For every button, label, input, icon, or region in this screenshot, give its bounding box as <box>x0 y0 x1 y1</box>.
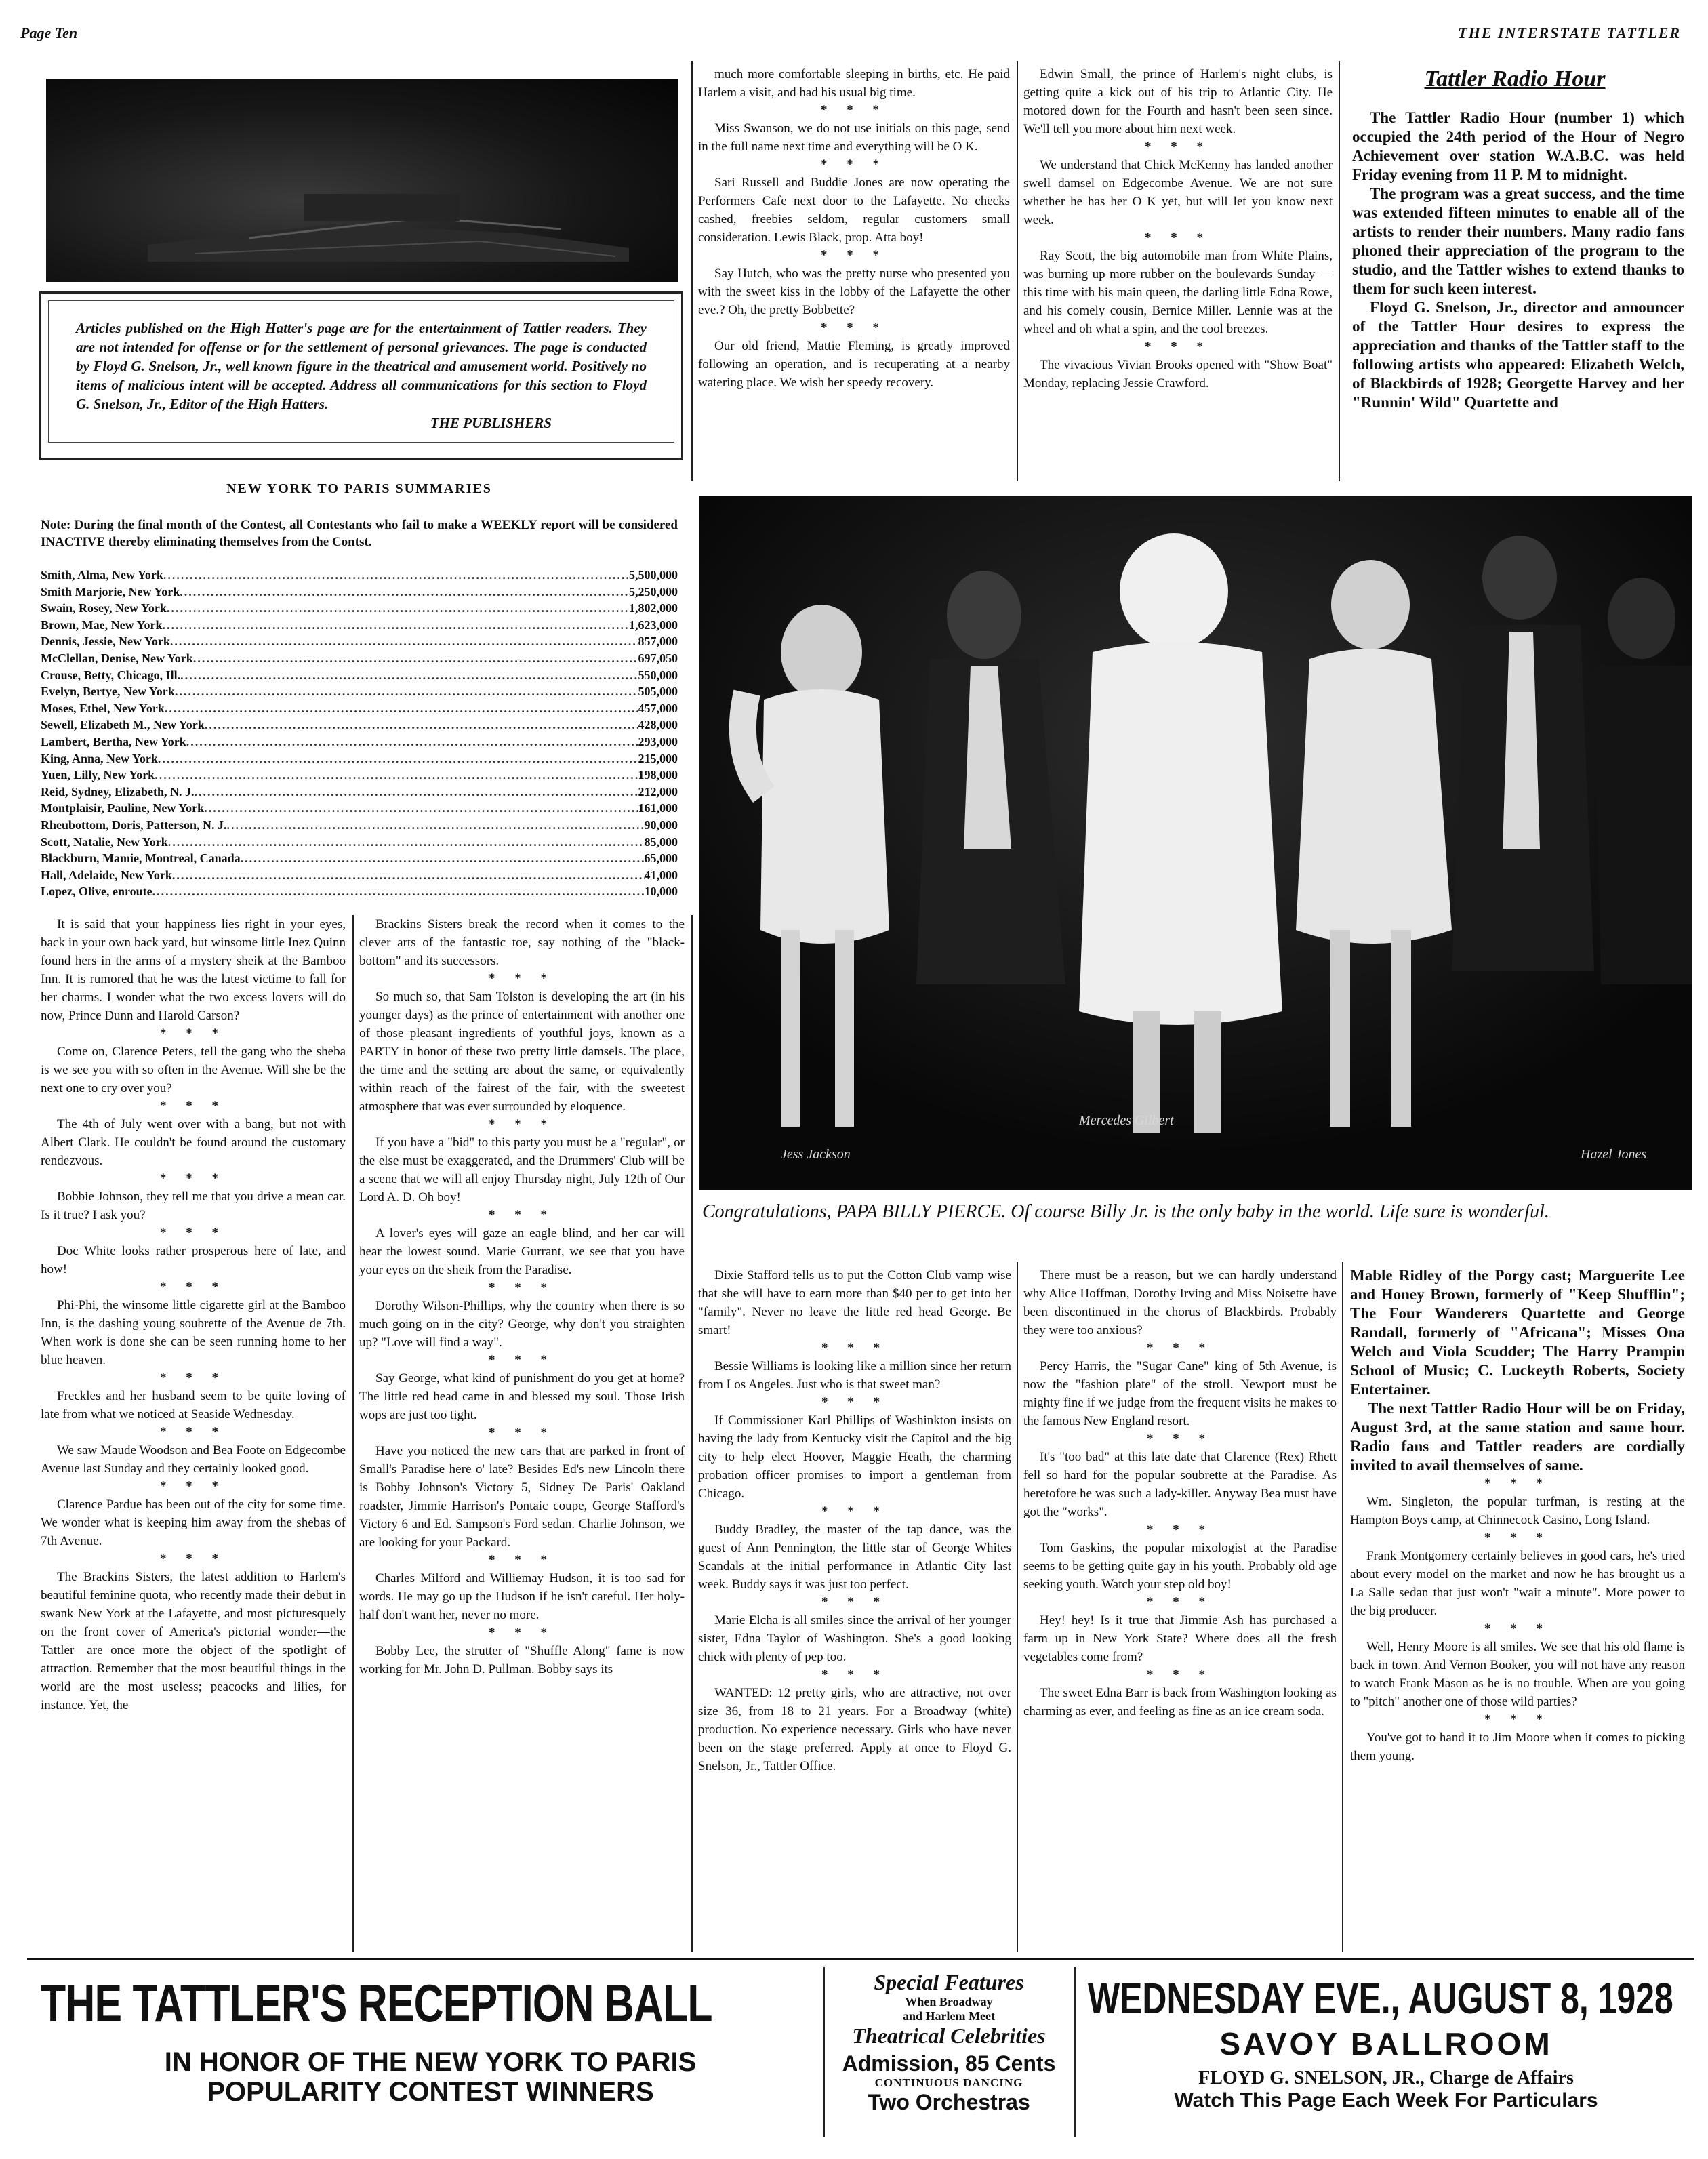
column-paragraph: Dixie Stafford tells us to put the Cotton Club vamp wise that she will have to earn more than $40 per to get into her "family". Never no leave the little red head George. Be smart! <box>698 1268 1011 1337</box>
column-paragraph: You've got to hand it to Jim Moore when it comes to picking them young. <box>1350 1731 1685 1763</box>
contestant-name: Blackburn, Mamie, Montreal, Canada <box>41 851 241 866</box>
ad-continuous-dancing: CONTINUOUS DANCING <box>874 2076 1023 2089</box>
item-separator: * * * <box>160 1552 226 1566</box>
column-rule <box>1339 61 1340 481</box>
item-separator: * * * <box>489 971 555 986</box>
column-paragraph: Marie Elcha is all smiles since the arrival of her younger sister, Edna Taylor of Washington. She's a good looking chick with plenty of pep too. <box>698 1613 1011 1664</box>
summary-row <box>41 850 678 867</box>
contestant-name: Montplaisir, Pauline, New York <box>41 801 205 815</box>
contestant-votes: 697,050 <box>638 651 678 665</box>
contestant-name: Rheubottom, Doris, Patterson, N. J. <box>41 818 227 832</box>
column-paragraph: The vivacious Vivian Brooks opened with "Show Boat" Monday, replacing Jessie Crawford. <box>1023 358 1333 390</box>
column-rule <box>1017 61 1018 481</box>
contestant-votes: 550,000 <box>638 668 678 682</box>
column-paragraph: Phi-Phi, the winsome little cigarette girl at the Bamboo Inn, is the dashing young soubrette of the Avenue de 7th. When work is done she can be seen running home to her blue heaven. <box>41 1298 346 1367</box>
main-photo-art <box>699 496 1692 1190</box>
ad-right-block <box>1088 1974 1684 2112</box>
column-paragraph: Our old friend, Mattie Fleming, is greatly improved following an operation, and is recuperating at a nearby watering place. We wish her speedy recovery. <box>698 339 1010 390</box>
column-bottom-4 <box>1023 1266 1337 1720</box>
column-paragraph: Wm. Singleton, the popular turfman, is resting at the Hampton Boys camp, at Chinnecock Casino, Long Island. <box>1350 1495 1685 1527</box>
contestant-votes: 10,000 <box>644 885 678 899</box>
item-separator: * * * <box>821 1341 888 1355</box>
summaries-list <box>41 567 678 900</box>
summary-row <box>41 733 678 750</box>
item-separator: * * * <box>1145 340 1211 354</box>
contestant-name: Brown, Mae, New York <box>41 618 163 632</box>
notice-inner <box>48 300 674 443</box>
leader-dots <box>180 584 629 601</box>
leader-dots <box>193 650 638 667</box>
contestant-name: McClellan, Denise, New York <box>41 651 193 665</box>
column-paragraph: If you have a "bid" to this party you must be a "regular", or the else must be exaggerated, and the Drummers' Club will be a scene that we will all enjoy Thursday night, July 12th of Our Lord A. D. Oh boy! <box>359 1135 685 1205</box>
contestant-votes: 65,000 <box>644 851 678 866</box>
column-paragraph: Say George, what kind of punishment do you get at home? The little red head came in and blessed my soul. Those Irish wops are just too tight. <box>359 1371 685 1422</box>
column-paragraph: We saw Maude Woodson and Bea Foote on Edgecombe Avenue last Sunday and they certainly looked good. <box>41 1443 346 1476</box>
column-paragraph: Ray Scott, the big automobile man from White Plains, was burning up more rubber on the boulevards Sunday —this time with his main queen, the darling little Edna Rowe, and his comely cousin, Bernice Miller. Lennie was at the wheel and oh what a spin, and the cool breezes. <box>1023 249 1333 336</box>
notice-text: Articles published on the High Hatter's page are for the entertainment of Tattler readers. They are not intended for offense or for the settlement of personal grievances. The page is conducted by Floyd G. Snelson, Jr., well known figure in the theatrical and amusement world. Positively no items of malicious intent will be accepted. Address all communications for this section to Floyd G. Snelson, Jr., Editor of the High Hatters. <box>76 320 647 412</box>
leader-dots <box>165 700 638 717</box>
column-paragraph: Say Hutch, who was the pretty nurse who presented you with the sweet kiss in the lobby of the Lafayette the other eve.? Oh, the pretty Bobbette? <box>698 266 1010 317</box>
radio-paragraph: Mable Ridley of the Porgy cast; Marguerite Lee and Honey Brown, formerly of "Keep Shufflin"; The Four Wanderers Quartette and George Randall, formerly of "Africana"; Misses Ona Welch and Viola Scudder; The Harry Prampin School of Music; C. Luckeyth Roberts, Society Entertainer. <box>1350 1267 1685 1398</box>
item-separator: * * * <box>821 103 887 117</box>
column-paragraph: Clarence Pardue has been out of the city for some time. We wonder what is keeping him away from the shebas of 7th Avenue. <box>41 1497 346 1548</box>
contestant-name: Dennis, Jessie, New York <box>41 634 170 649</box>
item-separator: * * * <box>489 1353 555 1367</box>
item-separator: * * * <box>1484 1712 1551 1727</box>
contestant-name: Yuen, Lilly, New York <box>41 768 155 782</box>
summary-row <box>41 584 678 601</box>
ad-admission: Admission, 85 Cents <box>842 2051 1056 2076</box>
leader-dots <box>204 800 638 817</box>
item-separator: * * * <box>489 1426 555 1440</box>
contestant-votes: 857,000 <box>638 634 678 649</box>
summary-row <box>41 600 678 617</box>
contestant-name: Reid, Sydney, Elizabeth, N. J. <box>41 784 195 799</box>
column-paragraph: Percy Harris, the "Sugar Cane" king of 5th Avenue, is now the "fashion plate" of the stroll. Newport must be mighty fine if we judge from the frequent visits he makes to the famous New England resort. <box>1023 1359 1337 1428</box>
column-paragraph: Buddy Bradley, the master of the tap dance, was the guest of Ann Pennington, the little star of George Whites Scandals at the initial performance in Atlantic City last week. Buddy says it was just too perfect. <box>698 1522 1011 1592</box>
ad-subline-1: IN HONOR OF THE NEW YORK TO PARIS <box>164 2047 697 2077</box>
summary-row <box>41 700 678 717</box>
item-separator: * * * <box>1484 1621 1551 1636</box>
item-separator: * * * <box>160 1099 226 1113</box>
summary-row <box>41 617 678 634</box>
item-separator: * * * <box>489 1208 555 1222</box>
masthead: THE INTERSTATE TATTLER <box>1458 24 1681 41</box>
summary-row <box>41 750 678 767</box>
column-paragraph: The 4th of July went over with a bang, but not with Albert Clark. He couldn't be found around the customary rendezvous. <box>41 1117 346 1168</box>
item-separator: * * * <box>489 1280 555 1295</box>
leader-dots <box>170 633 638 650</box>
leader-dots <box>158 750 638 767</box>
contestant-votes: 457,000 <box>638 701 678 715</box>
contestant-name: Hall, Adelaide, New York <box>41 868 172 882</box>
leader-dots <box>172 867 645 884</box>
leader-dots <box>186 733 638 750</box>
column-bottom-5 <box>1350 1266 1685 1765</box>
top-photo-art <box>46 79 678 282</box>
column-paragraph: Edwin Small, the prince of Harlem's night clubs, is getting quite a kick out of his trip to Atlantic City. He motored down for the Fourth and hasn't been seen since. We'll tell you more about him next week. <box>1023 67 1333 136</box>
leader-dots <box>180 667 638 684</box>
column-paragraph: Miss Swanson, we do not use initials on this page, send in the full name next time and everything will be O K. <box>698 121 1010 154</box>
contestant-name: King, Anna, New York <box>41 751 158 765</box>
contestant-name: Moses, Ethel, New York <box>41 701 165 715</box>
photo-signature: Mercedes Gilbert <box>1079 1113 1174 1128</box>
column-paragraph: A lover's eyes will gaze an eagle blind, and her car will hear the lowest sound. Marie Gurrant, we see that you have your eyes on the sheik from the Paradise. <box>359 1226 685 1277</box>
item-separator: * * * <box>489 1553 555 1567</box>
leader-dots <box>205 717 638 733</box>
contestant-name: Lambert, Bertha, New York <box>41 734 186 748</box>
summary-row <box>41 834 678 851</box>
item-separator: * * * <box>821 1668 888 1682</box>
column-paragraph: If Commissioner Karl Phillips of Washinkton insists on having the lady from Kentucky visit the Capitol and the big city to help elect Hoover, Maggie Heath, the charming probation officer promises to import a gentleman from Chicago. <box>698 1413 1011 1501</box>
photo-caption: Congratulations, PAPA BILLY PIERCE. Of course Billy Jr. is the only baby in the world. Life sure is wonderful. <box>702 1201 1549 1222</box>
photo-signature: Jess Jackson <box>781 1147 851 1162</box>
column-paragraph: WANTED: 12 pretty girls, who are attractive, not over size 36, from 18 to 21 years. For a Broadway (white) production. No experience necessary. Girls who have never been on the stage preferred. Apply at once to Floyd G. Snelson, Jr., Tattler Office. <box>698 1686 1011 1773</box>
summary-row <box>41 867 678 884</box>
contestant-name: Swain, Rosey, New York <box>41 601 167 616</box>
column-paragraph: Brackins Sisters break the record when it comes to the clever arts of the fantastic toe, say nothing of the "black-bottom" and its successors. <box>359 917 685 968</box>
leader-dots <box>155 767 638 784</box>
item-separator: * * * <box>489 1117 555 1131</box>
leader-dots <box>195 784 638 801</box>
ad-celebrities: Theatrical Celebrities <box>852 2023 1046 2048</box>
column-rule <box>1017 1262 1018 1952</box>
column-bottom-1 <box>41 915 346 1714</box>
radio-continued <box>1350 1266 1685 1475</box>
ad-venue: SAVOY BALLROOM <box>1219 2026 1553 2061</box>
leader-dots <box>167 600 629 617</box>
contestant-votes: 1,623,000 <box>629 618 678 632</box>
ad-divider <box>1074 1967 1076 2137</box>
item-separator: * * * <box>160 1371 226 1385</box>
contestant-name: Smith, Alma, New York <box>41 568 163 582</box>
column-paragraph: Have you noticed the new cars that are parked in front of Small's Paradise here o' late? Besides Ed's new Lincoln there is Bobby Johnson's Victory 5, Sidney De Paris' Oakland roadster, Jimmie Harrison's Pontaic coupe, George Stafford's Victory 6 and Ed. Sampson's Ford sedan. Charlie Johnson, we are looking for your Packard. <box>359 1444 685 1550</box>
column-paragraph: Dorothy Wilson-Phillips, why the country when there is so much going on in the city? George, why don't you straighten up? "Love will find a way". <box>359 1299 685 1350</box>
item-separator: * * * <box>1145 230 1211 245</box>
column-paragraph: The Brackins Sisters, the latest addition to Harlem's beautiful feminine quota, who recently made their debut in swank New York at the Lafayette, and most picturesquely on the front cover of America's pictorial wonder—the Tattler—are once more the object of the spotlight of attraction. Remember that the most beautiful things in the world are the most useless; peacocks and lilies, for instance. Yet, the <box>41 1570 346 1712</box>
item-separator: * * * <box>1147 1668 1213 1682</box>
column-top-2 <box>698 65 1010 392</box>
column-top-3 <box>1023 65 1333 392</box>
column-bottom-5-items <box>1350 1475 1685 1765</box>
radio-paragraph: Floyd G. Snelson, Jr., director and announcer of the Tattler Hour desires to express the appreciation and thanks of the Tattler staff to the following artists who appeared: Elizabeth Welch, of Blackbirds of 1928; Georgette Harvey and her "Runnin' Wild" Quartette and <box>1352 299 1684 411</box>
notice-box <box>39 291 683 460</box>
column-paragraph: Sari Russell and Buddie Jones are now operating the Performers Cafe next door to the Lafayette. No checks cashed, freebies seldom, regular customers small consideration. Lewis Black, prop. Atta boy! <box>698 176 1010 245</box>
contestant-votes: 198,000 <box>638 768 678 782</box>
column-paragraph: Frank Montgomery certainly believes in good cars, he's tried about every model on the market and now he has brought us a La Salle sedan that just won't "wait a minute". More power to the big producer. <box>1350 1549 1685 1618</box>
radio-paragraph: The program was a great success, and the time was extended fifteen minutes to enable all of the artists to render their numbers. Many radio fans phoned their appreciation of the program to the studio, and the Tattler wishes to extend thanks to them for such keen interest. <box>1352 185 1684 297</box>
top-photo <box>46 79 678 282</box>
item-separator: * * * <box>160 1226 226 1240</box>
contestant-votes: 215,000 <box>638 751 678 765</box>
item-separator: * * * <box>1147 1432 1213 1446</box>
contestant-votes: 293,000 <box>638 734 678 748</box>
summary-row <box>41 800 678 817</box>
summary-row <box>41 717 678 733</box>
summary-row <box>41 784 678 801</box>
contestant-votes: 85,000 <box>644 834 678 849</box>
radio-paragraph: The next Tattler Radio Hour will be on Friday, August 3rd, at the same station and same hour. Radio fans and Tattler readers are cordially invited to avail themselves of same. <box>1350 1400 1685 1474</box>
ball-advertisement <box>27 1958 1694 2141</box>
contestant-votes: 1,802,000 <box>629 601 678 616</box>
contestant-name: Lopez, Olive, enroute <box>41 885 152 899</box>
summary-row <box>41 817 678 834</box>
column-paragraph: Freckles and her husband seem to be quite loving of late from what we noticed at Seaside Wednesday. <box>41 1389 346 1421</box>
leader-dots <box>175 683 638 700</box>
ad-orchestras: Two Orchestras <box>868 2090 1030 2114</box>
radio-title: Tattler Radio Hour <box>1424 66 1606 92</box>
item-separator: * * * <box>160 1479 226 1493</box>
summary-row <box>41 667 678 684</box>
contestant-votes: 161,000 <box>638 801 678 815</box>
column-paragraph: There must be a reason, but we can hardly understand why Alice Hoffman, Dorothy Irving and Miss Noisette have been discontinued in the chorus of Blackbirds. Probably they were too anxious? <box>1023 1268 1337 1337</box>
radio-paragraph: The Tattler Radio Hour (number 1) which occupied the 24th period of the Hour of Negro Achievement over station W.A.B.C. was held Friday evening from 11 P. M to midnight. <box>1352 109 1684 183</box>
item-separator: * * * <box>1145 140 1211 154</box>
summary-row <box>41 650 678 667</box>
column-paragraph: It's "too bad" at this late date that Clarence (Rex) Rhett fell so hard for the popular soubrette at the Paradise. As heretofore he was such a lady-killer. Anyway Bea must have got the "works". <box>1023 1450 1337 1519</box>
leader-dots <box>241 850 645 867</box>
contestant-name: Scott, Natalie, New York <box>41 834 168 849</box>
column-paragraph: The sweet Edna Barr is back from Washington looking as charming as ever, and feeling as fine as an ice cream soda. <box>1023 1686 1337 1718</box>
contestant-votes: 5,250,000 <box>629 584 678 599</box>
summary-row <box>41 767 678 784</box>
leader-dots <box>162 617 629 634</box>
item-separator: * * * <box>1484 1531 1551 1545</box>
ad-headline: THE TATTLER'S RECEPTION BALL <box>41 1973 712 2033</box>
contestant-votes: 505,000 <box>638 685 678 699</box>
contestant-votes: 428,000 <box>638 718 678 732</box>
page-number: Page Ten <box>20 24 78 41</box>
leader-dots <box>226 817 644 834</box>
photo-signature: Hazel Jones <box>1581 1147 1647 1162</box>
contestant-name: Evelyn, Bertye, New York <box>41 685 175 699</box>
column-paragraph: Charles Milford and Williemay Hudson, it is too sad for words. He may go up the Hudson if he isn't careful. Her holy-half don't want her, never no more. <box>359 1571 685 1622</box>
column-paragraph: Tom Gaskins, the popular mixologist at the Paradise seems to be getting quite gay in his youth. Probably old age seeking youth. Watch your step old boy! <box>1023 1541 1337 1592</box>
ad-host: FLOYD G. SNELSON, JR., Charge de Affairs <box>1198 2067 1574 2089</box>
contestant-name: Crouse, Betty, Chicago, Ill. <box>41 668 181 682</box>
ad-divider <box>824 1967 825 2137</box>
item-separator: * * * <box>160 1026 226 1041</box>
column-bottom-3 <box>698 1266 1011 1775</box>
column-rule <box>691 61 693 481</box>
column-paragraph: We understand that Chick McKenny has landed another swell damsel on Edgecombe Avenue. We are not sure whether he has her O K yet, but will let you know next week. <box>1023 158 1333 227</box>
contestant-votes: 212,000 <box>638 784 678 799</box>
item-separator: * * * <box>821 248 887 262</box>
item-separator: * * * <box>821 321 887 335</box>
item-separator: * * * <box>1147 1522 1213 1537</box>
column-paragraph: Come on, Clarence Peters, tell the gang who the sheba is we see you with so often in the Avenue. Will she be the next one to cry over you? <box>41 1045 346 1095</box>
ad-special-features: Special Features <box>874 1970 1024 1994</box>
item-separator: * * * <box>1147 1341 1213 1355</box>
summaries-title: NEW YORK TO PARIS SUMMARIES <box>226 481 492 496</box>
leader-dots <box>163 567 629 584</box>
column-paragraph: Doc White looks rather prosperous here of late, and how! <box>41 1244 346 1276</box>
ad-middle-block <box>830 1970 1068 2115</box>
column-paragraph: So much so, that Sam Tolston is developing the art (in his younger days) as the prince of entertainment with another one of those pleasant ingredients of youthful joys, known as a PARTY in honor of these two pretty little damsels. The place, the time and the setting are about the same, or equivalently within reach of the fairest of the fair, with the sweetest atmosphere that was ever surrounded by eloquence. <box>359 990 685 1114</box>
summaries-note: Note: During the final month of the Contest, all Contestants who fail to make a WEEKLY report will be considered INACTIVE thereby eliminating themselves from the Contst. <box>41 518 678 549</box>
column-rule <box>691 915 693 1952</box>
main-photo <box>699 496 1692 1190</box>
item-separator: * * * <box>821 1595 888 1609</box>
column-paragraph: Hey! hey! Is it true that Jimmie Ash has purchased a farm up in New York State? Where does all the fresh vegetables come from? <box>1023 1613 1337 1664</box>
item-separator: * * * <box>160 1425 226 1439</box>
column-paragraph: Well, Henry Moore is all smiles. We see that his old flame is back in town. And Vernon Booker, you will not have any reason to watch Frank Mason as he is no trouble. When are you going to "pitch" another one of those wild parties? <box>1350 1640 1685 1709</box>
column-paragraph: much more comfortable sleeping in births, etc. He paid Harlem a visit, and had his usual big time. <box>698 67 1010 100</box>
item-separator: * * * <box>1147 1595 1213 1609</box>
ad-watch: Watch This Page Each Week For Particulars <box>1174 2089 1598 2112</box>
summary-row <box>41 567 678 584</box>
item-separator: * * * <box>821 157 887 171</box>
contestant-votes: 41,000 <box>644 868 678 882</box>
leader-dots <box>168 834 645 851</box>
ad-when-broadway: When Broadway <box>905 1995 993 2009</box>
ad-left-block <box>41 1974 820 2107</box>
leader-dots <box>152 883 645 900</box>
contestant-name: Smith Marjorie, New York <box>41 584 180 599</box>
ad-harlem-meet: and Harlem Meet <box>903 2009 995 2023</box>
contestant-votes: 5,500,000 <box>629 568 678 582</box>
radio-article <box>1352 108 1684 412</box>
column-rule <box>352 915 354 1952</box>
item-separator: * * * <box>821 1395 888 1409</box>
summary-row <box>41 683 678 700</box>
summary-row <box>41 633 678 650</box>
ad-date: WEDNESDAY EVE., AUGUST 8, 1928 <box>1088 1974 1673 2023</box>
item-separator: * * * <box>821 1504 888 1518</box>
column-paragraph: Bobbie Johnson, they tell me that you drive a mean car. Is it true? I ask you? <box>41 1190 346 1222</box>
column-paragraph: Bobby Lee, the strutter of "Shuffle Along" fame is now working for Mr. John D. Pullman. Bobby says its <box>359 1644 685 1676</box>
summary-row <box>41 883 678 900</box>
column-paragraph: It is said that your happiness lies right in your eyes, back in your own back yard, but winsome little Inez Quinn found hers in the arms of a mystery sheik at the Bamboo Inn. It is rumored that he was the latest victime to fall for her charms. I wonder what the two excess lovers will do now, Prince Dunn and Harold Carson? <box>41 917 346 1023</box>
item-separator: * * * <box>160 1280 226 1294</box>
column-paragraph: Bessie Williams is looking like a million since her return from Los Angeles. Just who is that sweet man? <box>698 1359 1011 1392</box>
contestant-name: Sewell, Elizabeth M., New York <box>41 718 205 732</box>
column-bottom-2 <box>359 915 685 1678</box>
notice-signature: THE PUBLISHERS <box>430 415 552 431</box>
item-separator: * * * <box>160 1171 226 1186</box>
column-rule <box>1342 1262 1343 1952</box>
contestant-votes: 90,000 <box>644 818 678 832</box>
ad-subline-2: POPULARITY CONTEST WINNERS <box>207 2077 654 2107</box>
item-separator: * * * <box>489 1626 555 1640</box>
item-separator: * * * <box>1484 1476 1551 1491</box>
